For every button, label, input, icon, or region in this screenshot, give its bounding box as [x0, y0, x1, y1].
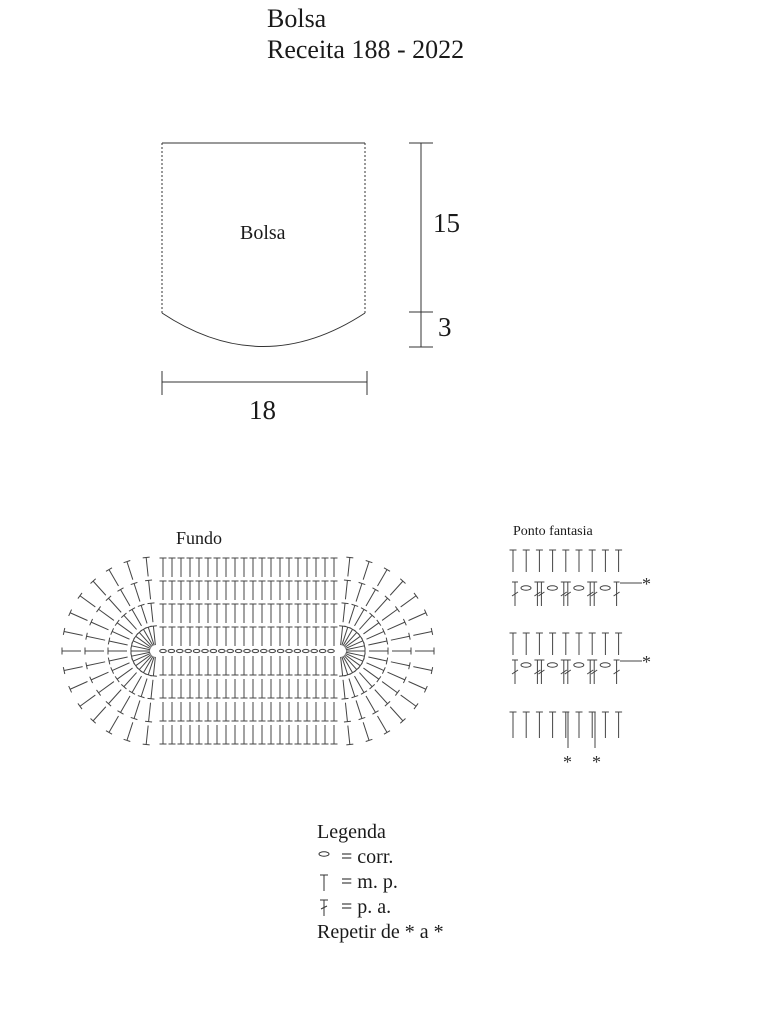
pattern-subtitle: Receita 188 - 2022: [267, 35, 465, 64]
half-double-crochet-stitch: [587, 660, 593, 684]
chain-stitch: [574, 663, 584, 667]
single-crochet-stitch: [549, 633, 556, 655]
legend: [317, 820, 444, 945]
chain-stitch: [521, 586, 531, 590]
single-crochet-stitch: [536, 712, 543, 738]
half-double-crochet-stitch: [565, 660, 571, 684]
chain-icon: [317, 847, 335, 869]
single-crochet-stitch: [536, 633, 543, 655]
half-double-crochet-stitch: [538, 660, 544, 684]
half-double-crochet-stitch: [534, 582, 540, 606]
chain-stitch: [574, 586, 584, 590]
single-crochet-stitch: [510, 550, 517, 572]
half-double-crochet-stitch: [614, 582, 620, 606]
single-crochet-stitch: [576, 712, 583, 738]
half-double-crochet-stitch: [561, 582, 567, 606]
half-double-crochet-stitch: [614, 660, 620, 684]
single-crochet-icon: [317, 872, 335, 894]
single-crochet-stitch: [615, 550, 622, 572]
repeat-mark: *: [592, 752, 601, 772]
half-double-crochet-stitch: [591, 582, 597, 606]
chain-stitch: [600, 663, 610, 667]
single-crochet-stitch: [536, 550, 543, 572]
repeat-note: Repetir de * a *: [317, 921, 444, 943]
single-crochet-stitch: [510, 712, 517, 738]
single-crochet-stitch: [510, 633, 517, 655]
legend-title: Legenda: [317, 821, 386, 843]
width-label: 18: [249, 395, 276, 425]
half-double-crochet-stitch: [587, 582, 593, 606]
single-crochet-stitch: [562, 633, 569, 655]
single-crochet-stitch: [576, 633, 583, 655]
half-double-crochet-stitch: [591, 660, 597, 684]
single-crochet-stitch: [523, 550, 530, 572]
single-crochet-stitch: [615, 633, 622, 655]
chain-stitch: [547, 586, 557, 590]
single-crochet-stitch: [615, 712, 622, 738]
legend-item-chain: = corr.: [317, 845, 444, 870]
pattern-title: Bolsa: [267, 4, 327, 33]
single-crochet-stitch: [549, 712, 556, 738]
half-double-crochet-stitch: [561, 660, 567, 684]
legend-item-half-double-crochet: = p. a.: [317, 895, 444, 920]
chain-stitch: [600, 586, 610, 590]
single-crochet-stitch: [523, 633, 530, 655]
single-crochet-stitch: [602, 712, 609, 738]
base-chart-label: Fundo: [176, 528, 223, 548]
repeat-mark: *: [642, 574, 651, 594]
single-crochet-stitch: [602, 550, 609, 572]
repeat-mark: *: [563, 752, 572, 772]
repeat-mark: *: [642, 652, 651, 672]
half-double-crochet-stitch: [538, 582, 544, 606]
legend-item-single-crochet: = m. p.: [317, 870, 444, 895]
stitch-chart-label: Ponto fantasia: [513, 524, 593, 539]
half-double-crochet-stitch: [512, 660, 518, 684]
single-crochet-stitch: [589, 633, 596, 655]
single-crochet-stitch: [576, 550, 583, 572]
half-double-crochet-icon: [317, 897, 335, 919]
single-crochet-stitch: [602, 633, 609, 655]
single-crochet-stitch: [562, 550, 569, 572]
bag-piece-label: Bolsa: [240, 222, 286, 244]
half-double-crochet-stitch: [512, 582, 518, 606]
height-top-label: 15: [433, 208, 460, 238]
half-double-crochet-stitch: [534, 660, 540, 684]
single-crochet-stitch: [523, 712, 530, 738]
height-bottom-label: 3: [438, 312, 452, 342]
chain-stitch: [521, 663, 531, 667]
single-crochet-stitch: [589, 550, 596, 572]
single-crochet-stitch: [549, 550, 556, 572]
half-double-crochet-stitch: [565, 582, 571, 606]
chain-stitch: [547, 663, 557, 667]
